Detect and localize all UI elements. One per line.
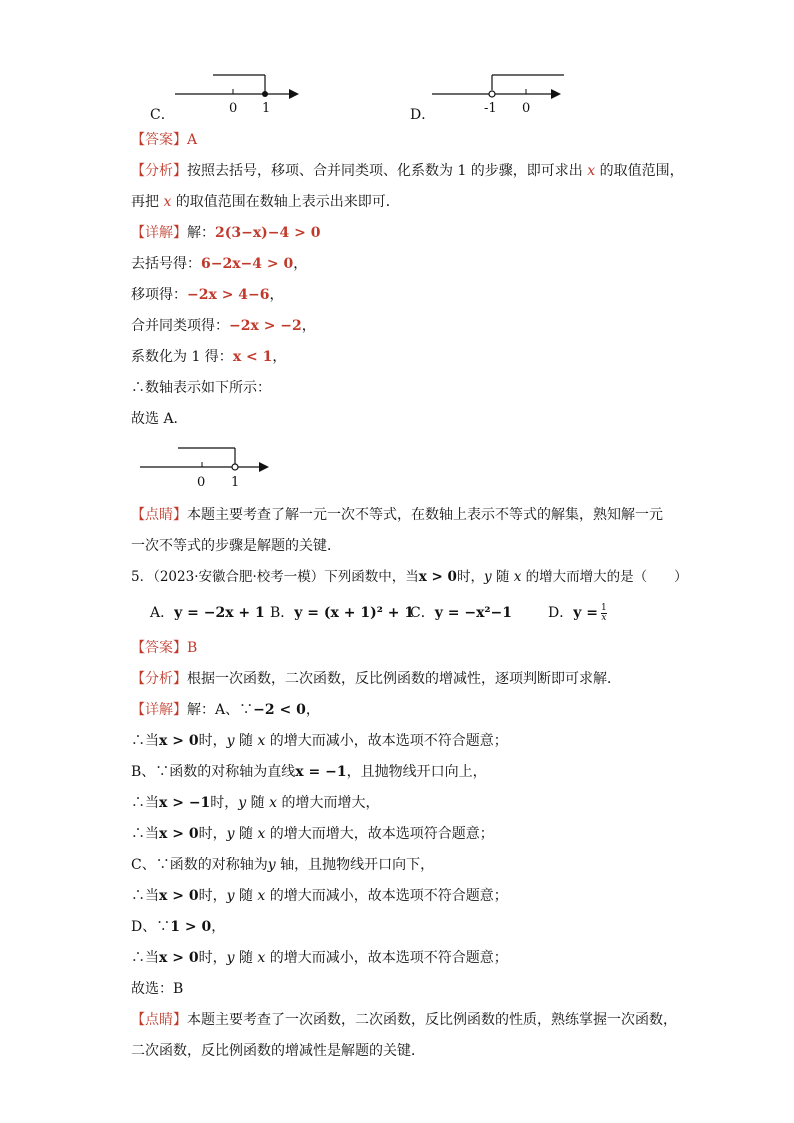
step-label: 去括号得： bbox=[131, 256, 201, 272]
tick-label-1: 1 bbox=[231, 475, 240, 490]
step-label: 合并同类项得： bbox=[131, 318, 229, 334]
fraction-numerator: 1 bbox=[600, 602, 607, 613]
text: 时， bbox=[198, 888, 227, 904]
var-x: x bbox=[257, 733, 266, 749]
var-x: x bbox=[163, 194, 172, 210]
tick-label-1: 1 bbox=[262, 101, 271, 116]
var-y: y bbox=[238, 795, 247, 811]
stem-condition: x > 0 bbox=[418, 569, 457, 585]
step-4: 系数化为 1 得：x < 1， bbox=[131, 349, 287, 365]
option-d bbox=[548, 602, 607, 623]
text: 的增大而增大， bbox=[281, 795, 380, 811]
q5-line-b bbox=[131, 762, 487, 782]
stem-text: 随 bbox=[495, 569, 510, 585]
step-label: 系数化为 1 得： bbox=[131, 349, 233, 365]
q5-answer bbox=[131, 638, 197, 658]
comment-line-1 bbox=[131, 505, 663, 525]
question-source: （2023·安徽合肥·校考一模） bbox=[153, 569, 325, 585]
comment-tag: 【点睛】 bbox=[131, 1012, 187, 1028]
text: 时， bbox=[198, 733, 227, 749]
text: D、∵ bbox=[131, 919, 171, 935]
step-expr: 6−2x−4 > 0 bbox=[201, 256, 294, 272]
answer-tag: 【答案】 bbox=[131, 132, 187, 148]
q5-comment-2: 二次函数，反比例函数的增减性是解题的关键． bbox=[131, 1043, 425, 1059]
text: C、∵函数的对称轴为 bbox=[131, 857, 268, 873]
option-c bbox=[410, 602, 512, 622]
step-label: 移项得： bbox=[131, 287, 187, 303]
comment-text: 本题主要考查了一次函数，二次函数，反比例函数的性质，熟练掌握一次函数， bbox=[187, 1012, 677, 1028]
tick-label-neg1: -1 bbox=[484, 101, 497, 116]
analysis-tag: 【分析】 bbox=[131, 163, 187, 179]
analysis-line-1 bbox=[131, 161, 684, 181]
comment-line-2: 一次不等式的步骤是解题的关键． bbox=[131, 538, 341, 554]
text: 的增大而增大，故本选项符合题意； bbox=[269, 826, 494, 842]
detail-lead: 解：A、∵ bbox=[187, 702, 254, 718]
analysis-text-2a: 再把 bbox=[131, 194, 159, 210]
text: 随 bbox=[238, 826, 253, 842]
q5-analysis bbox=[131, 669, 621, 689]
number-line-c bbox=[175, 68, 305, 118]
detail-tail: ， bbox=[305, 702, 320, 718]
answer-value: A bbox=[187, 132, 198, 148]
option-a bbox=[150, 602, 265, 622]
text: ∴当 bbox=[131, 795, 159, 811]
option-expr: y = bbox=[573, 605, 598, 621]
text: ，且抛物线开口向上， bbox=[346, 764, 487, 780]
condition: x > 0 bbox=[159, 888, 199, 904]
condition: x > 0 bbox=[159, 826, 199, 842]
stem-text: 下列函数中，当 bbox=[324, 569, 419, 585]
option-label: C． bbox=[410, 605, 435, 621]
var-y: y bbox=[226, 950, 235, 966]
q5-line-3 bbox=[131, 824, 494, 844]
analysis-text-2b: 的取值范围在数轴上表示出来即可． bbox=[175, 194, 400, 210]
stem-text: 时， bbox=[456, 569, 484, 585]
var-x: x bbox=[513, 569, 522, 585]
detail-expr: 2(3−x)−4 > 0 bbox=[215, 225, 321, 241]
condition: x > 0 bbox=[159, 950, 199, 966]
fraction bbox=[601, 604, 607, 623]
analysis-tag: 【分析】 bbox=[131, 671, 187, 687]
expr: x = −1 bbox=[295, 764, 347, 780]
analysis-text: 根据一次函数，二次函数，反比例函数的增减性，逐项判断即可求解． bbox=[187, 671, 621, 687]
q5-line-c bbox=[131, 855, 434, 875]
answer-tag: 【答案】 bbox=[131, 640, 187, 656]
q5-line-d bbox=[131, 917, 225, 937]
var-y: y bbox=[483, 569, 492, 585]
q5-comment-1 bbox=[131, 1010, 677, 1030]
option-expr: y = −2x + 1 bbox=[174, 605, 265, 621]
step-expr: −2x > 4−6 bbox=[187, 287, 270, 303]
option-b bbox=[270, 602, 414, 622]
answer-value: B bbox=[187, 640, 198, 656]
option-expr: y = (x + 1)² + 1 bbox=[294, 605, 415, 621]
condition: x > −1 bbox=[159, 795, 211, 811]
option-label: A． bbox=[150, 605, 175, 621]
var-x: x bbox=[257, 950, 266, 966]
text: 随 bbox=[238, 733, 253, 749]
q5-line-2 bbox=[131, 793, 379, 813]
var-x: x bbox=[587, 163, 596, 179]
var-y: y bbox=[226, 733, 235, 749]
option-expr: y = −x²−1 bbox=[434, 605, 513, 621]
text: 时， bbox=[198, 826, 227, 842]
step-1: 去括号得：6−2x−4 > 0， bbox=[131, 256, 308, 272]
var-y: y bbox=[267, 857, 276, 873]
answer-line bbox=[131, 130, 197, 150]
text: ∴当 bbox=[131, 950, 159, 966]
detail-expr: −2 < 0 bbox=[253, 702, 306, 718]
analysis-text-1b: 的取值范围， bbox=[599, 163, 684, 179]
text: 时， bbox=[210, 795, 239, 811]
choose-line: 故选 A． bbox=[131, 411, 188, 427]
comment-tag: 【点睛】 bbox=[131, 507, 187, 523]
step-2: 移项得：−2x > 4−6， bbox=[131, 287, 284, 303]
condition: x > 0 bbox=[159, 733, 199, 749]
var-x: x bbox=[257, 826, 266, 842]
tick-label-0: 0 bbox=[197, 475, 206, 490]
text: 的增大而减小，故本选项不符合题意； bbox=[269, 733, 508, 749]
number-line-solution bbox=[140, 442, 280, 492]
option-label: D． bbox=[548, 605, 574, 621]
text: 的增大而减小，故本选项不符合题意； bbox=[269, 888, 508, 904]
q5-choose: 故选：B bbox=[131, 981, 184, 997]
var-y: y bbox=[226, 826, 235, 842]
step-3: 合并同类项得：−2x > −2， bbox=[131, 318, 316, 334]
text: B、∵函数的对称轴为直线 bbox=[131, 764, 296, 780]
text: 轴，且抛物线开口向下， bbox=[280, 857, 435, 873]
step-expr: −2x > −2 bbox=[229, 318, 302, 334]
detail-tag: 【详解】 bbox=[131, 225, 187, 241]
text: 随 bbox=[238, 888, 253, 904]
expr: 1 > 0 bbox=[170, 919, 212, 935]
option-d-label: D． bbox=[410, 107, 436, 123]
option-c-label: C． bbox=[150, 107, 175, 123]
q5-detail bbox=[131, 700, 320, 720]
therefore-line: ∴数轴表示如下所示： bbox=[131, 380, 271, 396]
text: 随 bbox=[250, 795, 265, 811]
text: 时， bbox=[198, 950, 227, 966]
number-line-d bbox=[432, 68, 572, 118]
step-expr: x < 1 bbox=[232, 349, 273, 365]
detail-line bbox=[131, 223, 321, 243]
q5-line-4 bbox=[131, 886, 508, 906]
detail-lead: 解： bbox=[187, 225, 215, 241]
var-x: x bbox=[257, 888, 266, 904]
option-label: B． bbox=[270, 605, 295, 621]
q5-line-5 bbox=[131, 948, 508, 968]
fraction-denominator: x bbox=[601, 612, 607, 623]
text: ∴当 bbox=[131, 826, 159, 842]
tick-label-0: 0 bbox=[522, 101, 531, 116]
text: 的增大而减小，故本选项不符合题意； bbox=[269, 950, 508, 966]
text: ， bbox=[211, 919, 226, 935]
text: ∴当 bbox=[131, 888, 159, 904]
tick-label-0: 0 bbox=[229, 101, 238, 116]
question-number: 5． bbox=[131, 569, 154, 585]
q5-stem bbox=[131, 567, 688, 587]
analysis-text-1a: 按照去括号，移项、合并同类项、化系数为 1 的步骤，即可求出 bbox=[187, 163, 583, 179]
stem-text: 的增大而增大的是（ ） bbox=[525, 569, 688, 585]
text: ∴当 bbox=[131, 733, 159, 749]
text: 随 bbox=[238, 950, 253, 966]
var-x: x bbox=[269, 795, 278, 811]
analysis-line-2 bbox=[131, 192, 400, 212]
q5-line-1 bbox=[131, 731, 508, 751]
var-y: y bbox=[226, 888, 235, 904]
detail-tag: 【详解】 bbox=[131, 702, 187, 718]
comment-text: 本题主要考查了解一元一次不等式，在数轴上表示不等式的解集，熟知解一元 bbox=[187, 507, 663, 523]
